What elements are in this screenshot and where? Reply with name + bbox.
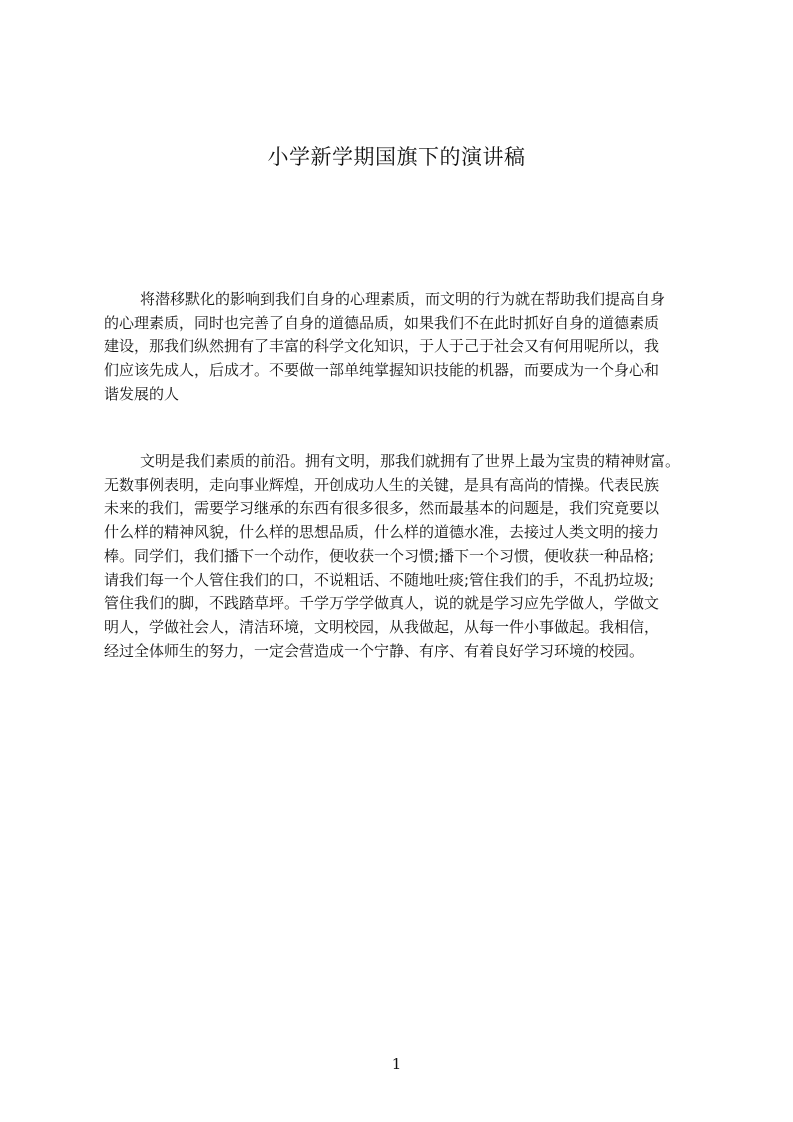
- paragraph-line: 将潜移默化的影响到我们自身的心理素质，而文明的行为就在帮助我们提高自身: [140, 290, 666, 308]
- body-paragraph-1: [104, 288, 729, 407]
- paragraph-line: 什么样的精神风貌，什么样的思想品质，什么样的道德水准，去接过人类文明的接力: [104, 523, 660, 542]
- paragraph-line: 请我们每一个人管住我们的口，不说粗话、不随地吐痰;管住我们的手，不乱扔垃圾;: [104, 570, 655, 589]
- paragraph-line: 明人，学做社会人，清洁环境，文明校园，从我做起，从每一件小事做起。我相信，: [104, 617, 660, 636]
- paragraph-line: 建设，那我们纵然拥有了丰富的科学文化知识，于人于己于社会又有何用呢所以，我: [104, 337, 660, 356]
- paragraph-line: 无数事例表明，走向事业辉煌，开创成功人生的关键，是具有高尚的情操。代表民族: [104, 475, 660, 494]
- paragraph-line: 的心理素质，同时也完善了自身的道德品质，如果我们不在此时抓好自身的道德素质: [104, 313, 660, 332]
- paragraph-line: 管住我们的脚，不践踏草坪。千学万学学做真人，说的就是学习应先学做人，学做文: [104, 594, 660, 613]
- paragraph-line: 棒。同学们，我们播下一个动作，便收获一个习惯;播下一个习惯，便收获一种品格;: [104, 546, 655, 565]
- paragraph-line: 未来的我们，需要学习继承的东西有很多很多，然而最基本的问题是，我们究竟要以: [104, 499, 660, 518]
- paragraph-line: 们应该先成人，后成才。不要做一部单纯掌握知识技能的机器，而要成为一个身心和: [104, 361, 660, 380]
- paragraph-line: 谐发展的人: [104, 384, 180, 403]
- paragraph-line: 文明是我们素质的前沿。拥有文明，那我们就拥有了世界上最为宝贵的精神财富。: [140, 452, 681, 470]
- paragraph-line: 经过全体师生的努力，一定会营造成一个宁静、有序、有着良好学习环境的校园。: [104, 641, 645, 660]
- page-number: 1: [391, 1055, 402, 1073]
- page-title: 小学新学期国旗下的演讲稿: [267, 145, 526, 169]
- body-paragraph-2: [104, 450, 729, 663]
